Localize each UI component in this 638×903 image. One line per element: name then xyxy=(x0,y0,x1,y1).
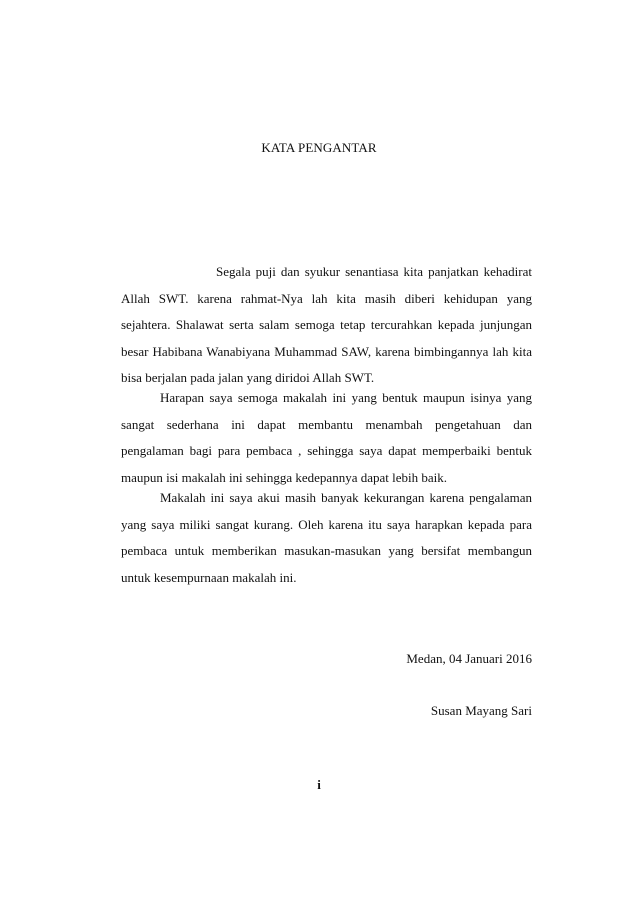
place-and-date: Medan, 04 Januari 2016 xyxy=(406,651,532,666)
page-number: i xyxy=(317,777,321,792)
author-name: Susan Mayang Sari xyxy=(430,703,532,718)
paragraph-closing: Makalah ini saya akui masih banyak kekurangan karena pengalaman yang saya miliki sangat kurang. Oleh karena itu saya harapkan kepada para pembaca untuk memberikan masukan-masukan yang bersifat membangun untuk kesempurnaan makalah ini. xyxy=(121,490,532,585)
paragraph-hope: Harapan saya semoga makalah ini yang bentuk maupun isinya yang sangat sederhana ini dapat membantu menambah pengetahuan dan pengalaman bagi para pembaca , sehingga saya dapat memperbaiki bentuk maupun isi makalah ini sehingga kedepannya dapat lebih baik. xyxy=(121,390,532,485)
paragraph-opening: Segala puji dan syukur senantiasa kita panjatkan kehadirat Allah SWT. karena rahmat-Nya lah kita masih diberi kehidupan yang sejahtera. Shalawat serta salam semoga tetap tercurahkan kepada junjungan besar Habibana Wanabiyana Muhammad SAW, karena bimbingannya lah kita bisa berjalan pada jalan yang diridoi Allah SWT. xyxy=(121,264,532,385)
page-title: KATA PENGANTAR xyxy=(261,140,377,155)
